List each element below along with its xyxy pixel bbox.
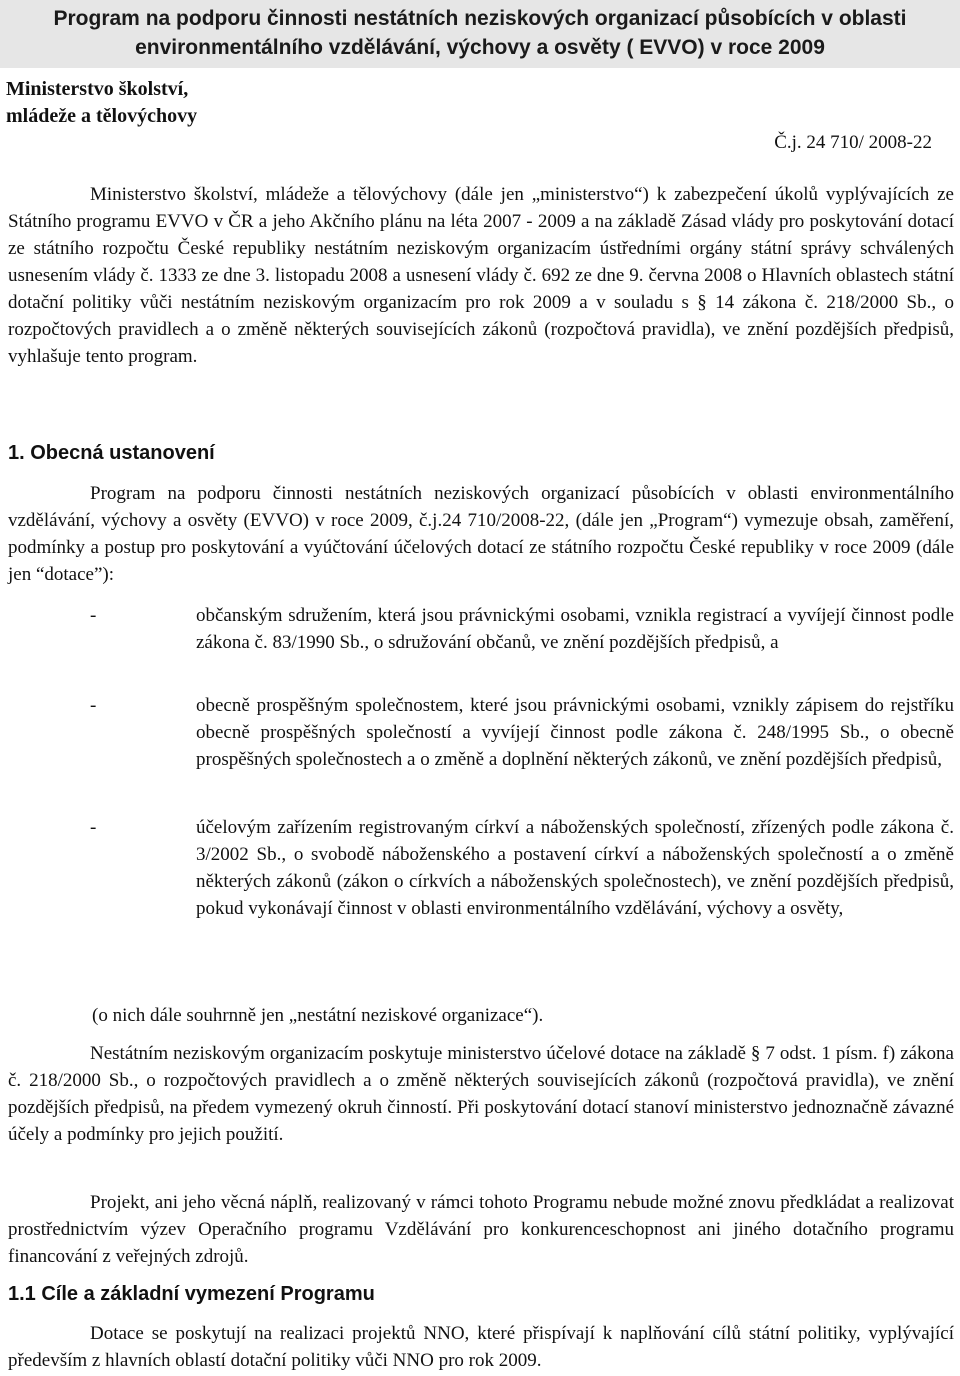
bullet-dash: - — [90, 817, 97, 838]
section-1-heading: 1. Obecná ustanovení — [8, 442, 215, 464]
list-item-text: obecně prospěšným společnostem, které jsou právnickými osobami, vznikly zápisem do rejstříku obecně prospěšných společností a vyvíjejí činnost podle zákona č. 248/1995 Sb., o obecně prospěšných společnostech a o změně a doplnění některých zákonů, ve znění pozdějších předpisů, — [196, 695, 954, 770]
ministry-name — [6, 76, 197, 130]
section-1-1-paragraph: Dotace se poskytují na realizaci projektů NNO, které přispívají k naplňování cílů státní politiky, vyplývající především z hlavních oblastí dotační politiky vůči NNO pro rok 2009. — [8, 1323, 954, 1371]
reference-number: Č.j. 24 710/ 2008-22 — [774, 132, 932, 153]
section-1-paragraph-2: Nestátním neziskovým organizacím poskytuje ministerstvo účelové dotace na základě § 7 odst. 1 písm. f) zákona č. 218/2000 Sb., o rozpočtových pravidlech a o změně některých souvisejících zákonů (rozpočtová pravidla), ve znění pozdějších předpisů, na předem vymezený okruh činností. Při poskytování dotací stanoví ministerstvo jednoznačně závazné účely a podmínky pro jejich použití. — [8, 1043, 954, 1145]
list-item-text: občanským sdružením, která jsou právnickými osobami, vznikla registrací a vyvíjejí činnost podle zákona č. 83/1990 Sb., o sdružování občanů, ve znění pozdějších předpisů, a — [196, 605, 954, 653]
list-item-text: účelovým zařízením registrovaným církví a náboženských společností, zřízených podle zákona č. 3/2002 Sb., o svobodě náboženského a postavení církví a náboženských společností a o změně některých zákonů (zákon o církvích a náboženských společnostech), ve znění pozdějších předpisů, pokud vykonávají činnost v oblasti environmentálního vzdělávání, výchovy a osvěty, — [196, 817, 954, 919]
ministry-line-2: mládeže a tělovýchovy — [6, 105, 198, 127]
section-1-1-heading: 1.1 Cíle a základní vymezení Programu — [8, 1283, 375, 1305]
bullet-dash: - — [90, 695, 97, 716]
page-title: Program na podporu činnosti nestátních neziskových organizací působících v oblasti environmentálního vzdělávání, výchovy a osvěty ( EVVO) v roce 2009 — [53, 7, 907, 59]
section-1-paragraph-3: Projekt, ani jeho věcná náplň, realizovaný v rámci tohoto Programu nebude možné znovu předkládat a realizovat prostřednictvím výzev Operačního programu Vzdělávání pro konkurenceschopnost ani jiného dotačního programu financování z veřejných zdrojů. — [8, 1192, 954, 1267]
bullet-dash: - — [90, 605, 97, 626]
intro-paragraph: Ministerstvo školství, mládeže a tělovýchovy (dále jen „ministerstvo“) k zabezpečení úkolů vyplývajících ze Státního programu EVVO v ČR a jeho Akčního plánu na léta 2007 - 2009 a na základě Zásad vlády pro poskytování dotací ze státního rozpočtu České republiky nestátním neziskovým organizacím ústředními orgány státní správy schválených usnesením vlády č. 1333 ze dne 3. listopadu 2008 a usnesení vlády č. 692 ze dne 9. června 2008 o Hlavních oblastech státní dotační politiky vůči nestátním neziskovým organizacím pro rok 2009 a v souladu s § 14 zákona č. 218/2000 Sb., o rozpočtových pravidlech a o změně některých souvisejících zákonů (rozpočtová pravidla), ve znění pozdějších předpisů, vyhlašuje tento program. — [8, 184, 954, 367]
summary-note: (o nich dále souhrnně jen „nestátní neziskové organizace“). — [92, 1005, 544, 1026]
ministry-line-1: Ministerstvo školství, — [6, 78, 189, 100]
section-1-paragraph: Program na podporu činnosti nestátních neziskových organizací působících v oblasti environmentálního vzdělávání, výchovy a osvěty (EVVO) v roce 2009, č.j.24 710/2008-22, (dále jen „Program“) vymezuje obsah, zaměření, podmínky a postup pro poskytování a vyúčtování účelových dotací ze státního rozpočtu České republiky v roce 2009 (dále jen “dotace”): — [8, 483, 954, 585]
